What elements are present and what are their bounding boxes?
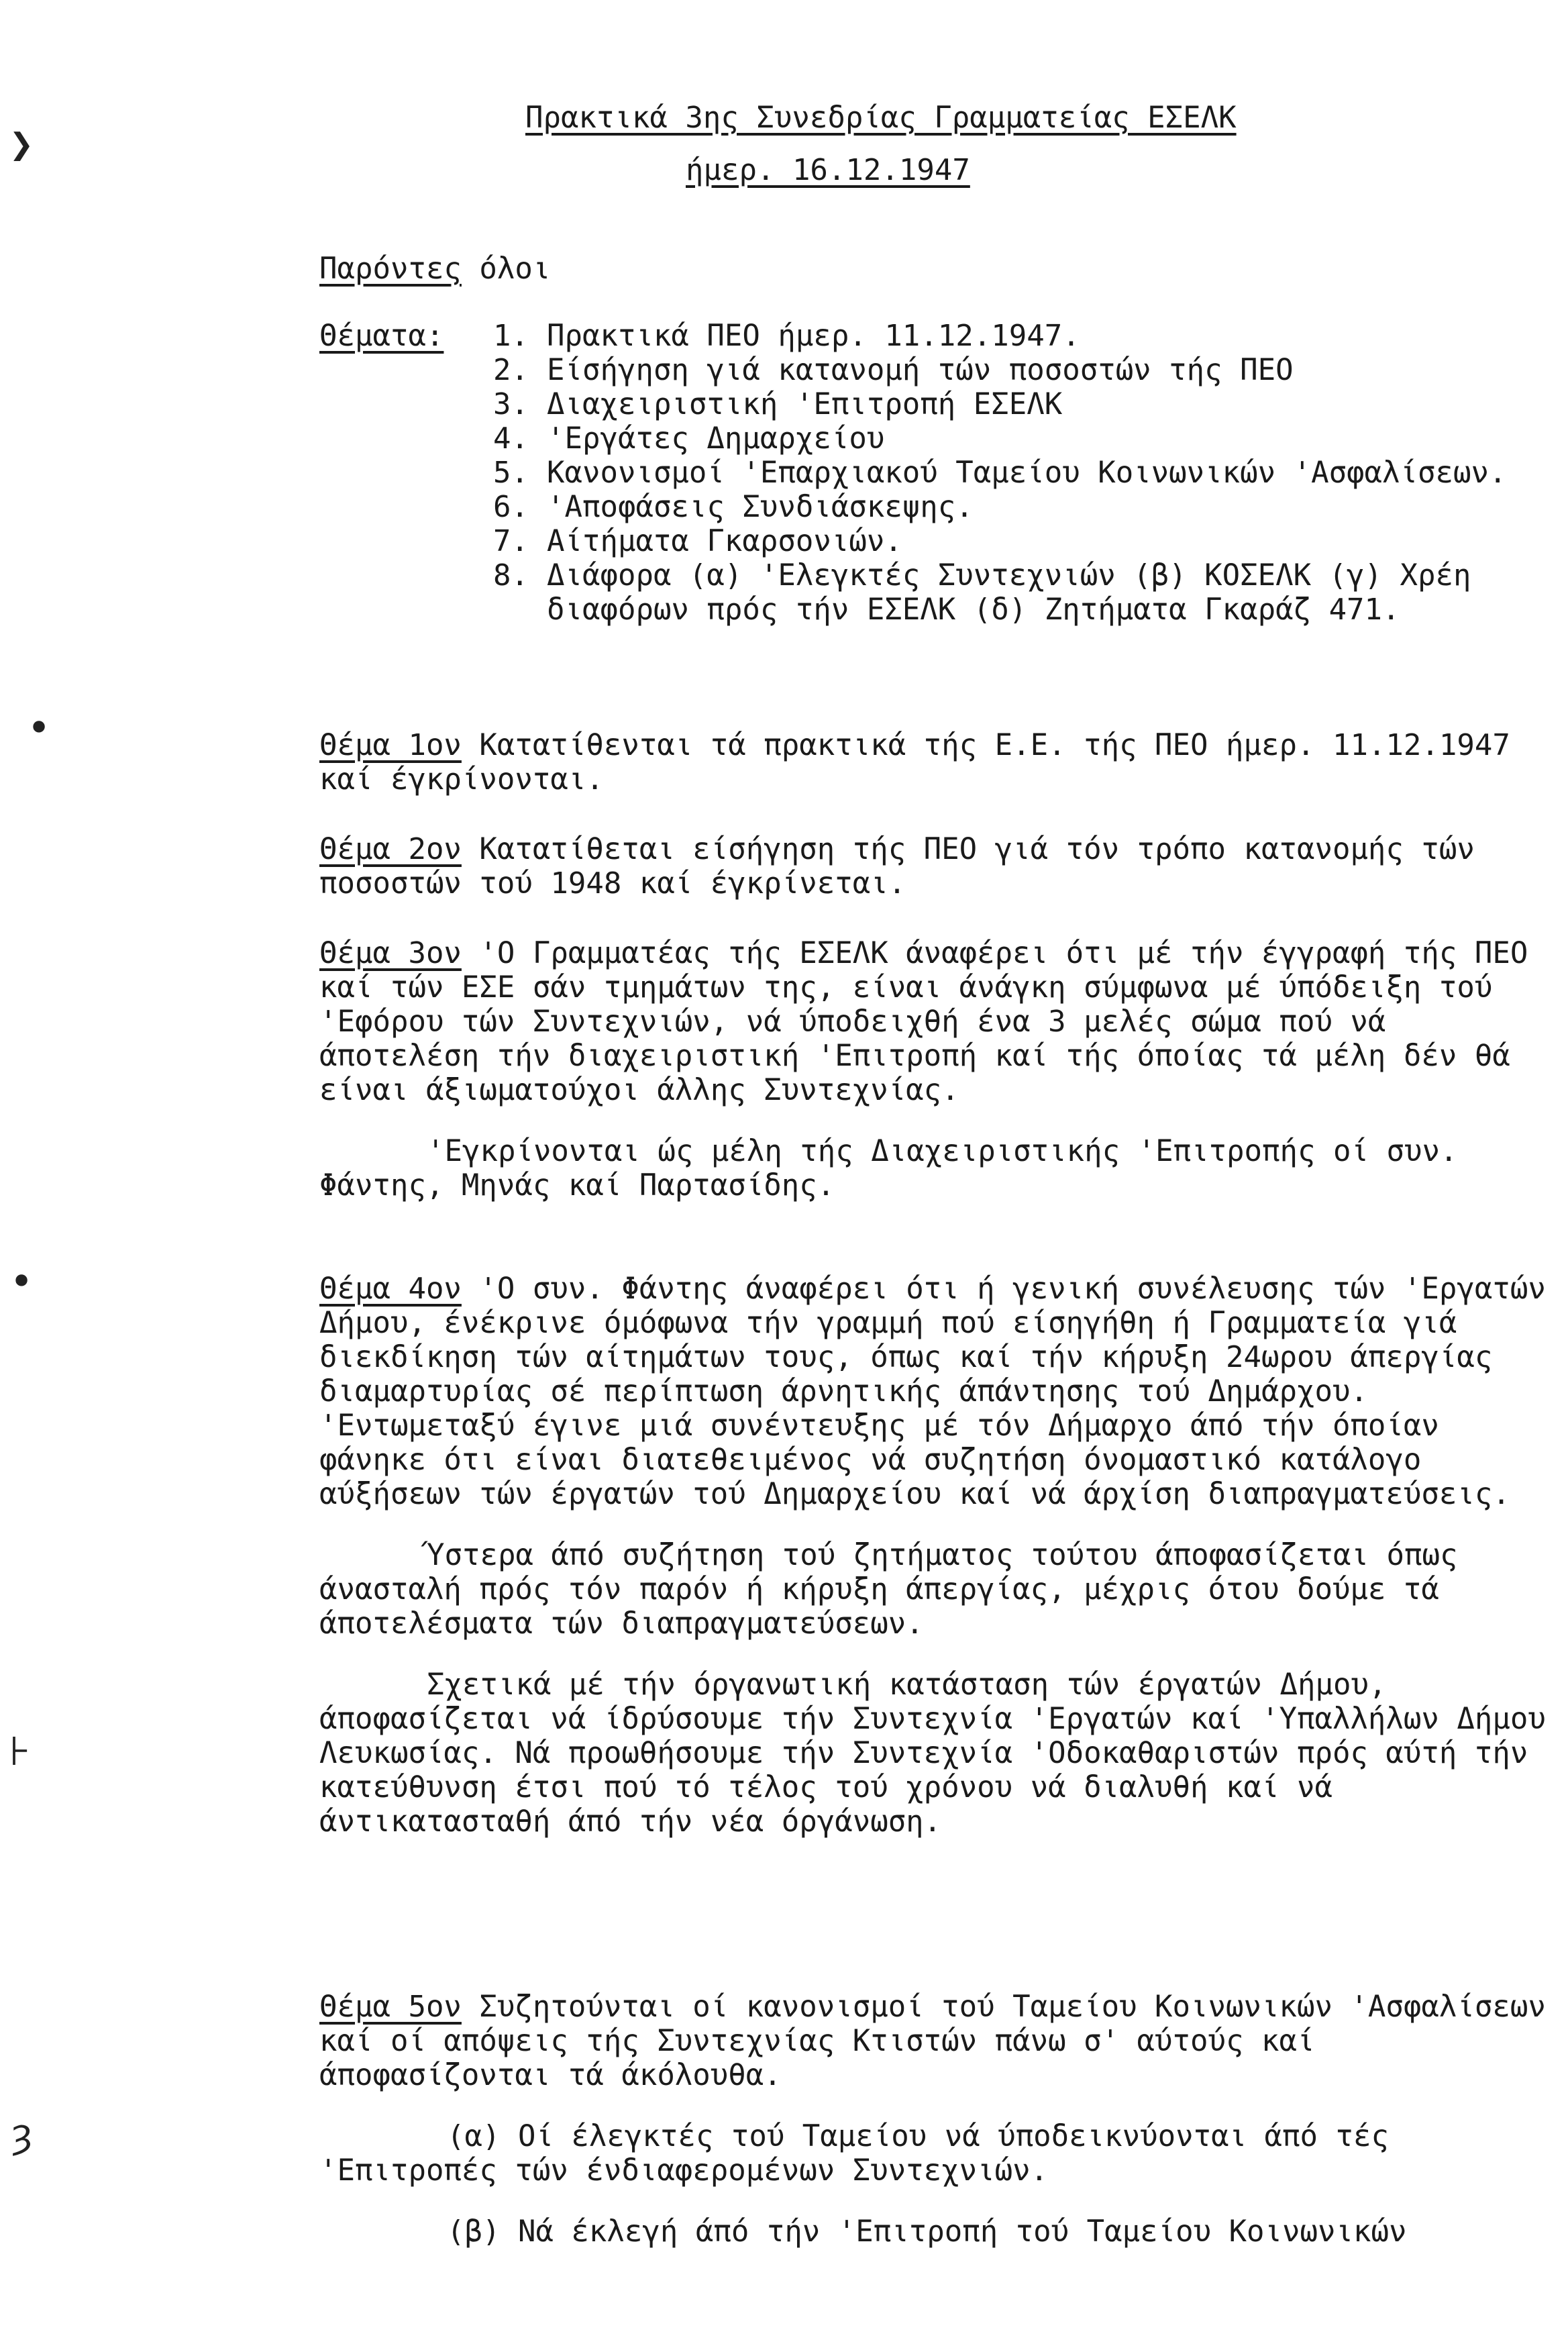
margin-mark-icon: ⊦: [9, 1728, 31, 1775]
section-topic-4: [319, 1272, 1547, 1839]
section-paragraph: 'Ο Γραμματέας τής ΕΣΕΛΚ άναφέρει ότι μέ τήν έγγραφή τής ΠΕΟ καί τών ΕΣΕ σάν τμημάτων της, είναι άνάγκη σύμφωνα μέ ύπόδειξη τού 'Εφόρου τών Συντεχνιών, νά ύποδειχθή ένα 3 μελές σώμα πού νά άποτελέση τήν διαχειριστική 'Επιτροπή καί τής όποίας τά μέλη δέν θά είναι άξιωματούχοι άλλης Συντεχνίας.: [319, 936, 1528, 1107]
section-label: Θέμα 4ον: [319, 1272, 462, 1306]
section-label: Θέμα 1ον: [319, 728, 462, 762]
section-paragraph: Σχετικά μέ τήν όργανωτική κατάσταση τών έργατών Δήμου, άποφασίζεται νά ίδρύσουμε τήν Συντεχνία 'Εργατών καί 'Υπαλλήλων Δήμου Λευκωσίας. Νά προωθήσουμε τήν Συντεχνία 'Οδοκαθαριστών πρός αύτή τήν κατεύθυνση έτσι πού τό τέλος τού χρόνου νά διαλυθή καί νά άντικατασταθή άπό τήν νέα όργάνωση.: [319, 1668, 1546, 1839]
section-paragraph: Κατατίθεται είσήγηση τής ΠΕΟ γιά τόν τρόπο κατανομής τών ποσοστών τού 1948 καί έγκρίνεται.: [319, 832, 1475, 901]
section-label: Θέμα 2ον: [319, 832, 462, 866]
section-label: Θέμα 3ον: [319, 936, 462, 970]
attendance-value: όλοι: [479, 252, 551, 286]
section-label: Θέμα 5ον: [319, 1990, 462, 2024]
topic-item: 5. Κανονισμοί 'Επαρχιακού Ταμείου Κοινωνικών 'Ασφαλίσεων.: [493, 456, 1507, 490]
section-paragraph: Κατατίθενται τά πρακτικά τής Ε.Ε. τής ΠΕΟ ήμερ. 11.12.1947 καί έγκρίνονται.: [319, 728, 1510, 797]
attendance-line: [319, 252, 550, 286]
topic-item: 7. Αίτήματα Γκαρσονιών.: [493, 524, 902, 558]
section-topic-5: [319, 1990, 1547, 2249]
margin-mark-icon: ❯: [9, 121, 34, 168]
margin-mark-icon: •: [9, 1258, 34, 1305]
section-topic-2: [319, 832, 1547, 901]
section-paragraph: (α) Οί έλεγκτές τού Ταμείου νά ύποδεικνύονται άπό τές 'Επιτροπές τών ένδιαφερομένων Συντεχνιών.: [319, 2119, 1389, 2188]
margin-mark-icon: •: [27, 705, 52, 752]
document-title: Πρακτικά 3ης Συνεδρίας Γραμματείας ΕΣΕΛΚ: [525, 101, 1237, 135]
topics-list: [493, 319, 1540, 627]
margin-mark-icon: ȝ: [9, 2110, 34, 2157]
topic-item: 8. Διάφορα (α) 'Ελεγκτές Συντεχνιών (β) ΚΟΣΕΛΚ (γ) Χρέη διαφόρων πρός τήν ΕΣΕΛΚ (δ) Ζητήματα Γκαράζ 471.: [493, 558, 1471, 627]
topic-item: 6. 'Αποφάσεις Συνδιάσκεψης.: [493, 490, 974, 524]
section-paragraph: 'Ο συν. Φάντης άναφέρει ότι ή γενική συνέλευσης τών 'Εργατών Δήμου, ένέκρινε όμόφωνα τήν γραμμή πού είσηγήθη ή Γραμματεία γιά διεκδίκηση τών αίτημάτων τους, όπως καί τήν κήρυξη 24ωρου άπεργίας διαμαρτυρίας σέ περίπτωση άρνητικής άπάντησης τού Δημάρχου. 'Εντωμεταξύ έγινε μιά συνέντευξης μέ τόν Δήμαρχο άπό τήν όποίαν φάνηκε ότι είναι διατεθειμένος νά συζητήση όνομαστικό κατάλογο αύξήσεων τών έργατών τού Δημαρχείου καί νά άρχίση διαπραγματεύσεις.: [319, 1272, 1546, 1511]
topic-item: 2. Είσήγηση γιά κατανομή τών ποσοστών τής ΠΕΟ: [493, 353, 1294, 387]
topic-item: 3. Διαχειριστική 'Επιτροπή ΕΣΕΛΚ: [493, 387, 1063, 421]
attendance-label: Παρόντες: [319, 252, 462, 286]
topic-item: 1. Πρακτικά ΠΕΟ ήμερ. 11.12.1947.: [493, 319, 1080, 353]
topic-item: 4. 'Εργάτες Δημαρχείου: [493, 421, 885, 456]
section-paragraph: Ύστερα άπό συζήτηση τού ζητήματος τούτου άποφασίζεται όπως άνασταλή πρός τόν παρόν ή κήρυξη άπεργίας, μέχρις ότου δούμε τά άποτελέσματα τών διαπραγματεύσεων.: [319, 1538, 1458, 1641]
section-paragraph: Συζητούνται οί κανονισμοί τού Ταμείου Κοινωνικών 'Ασφαλίσεων καί οί απόψεις τής Συντεχνίας Κτιστών πάνω σ' αύτούς καί άποφασίζονται τά άκόλουθα.: [319, 1990, 1546, 2092]
topics-label: Θέματα:: [319, 319, 444, 353]
section-topic-1: [319, 728, 1547, 797]
document-date: ήμερ. 16.12.1947: [686, 153, 970, 187]
section-paragraph: (β) Νά έκλεγή άπό τήν 'Επιτροπή τού Ταμείου Κοινωνικών: [447, 2214, 1407, 2249]
section-topic-3: [319, 936, 1547, 1203]
section-paragraph: 'Εγκρίνονται ώς μέλη τής Διαχειριστικής 'Επιτροπής οί συν. Φάντης, Μηνάς καί Παρτασίδης.: [319, 1134, 1458, 1203]
